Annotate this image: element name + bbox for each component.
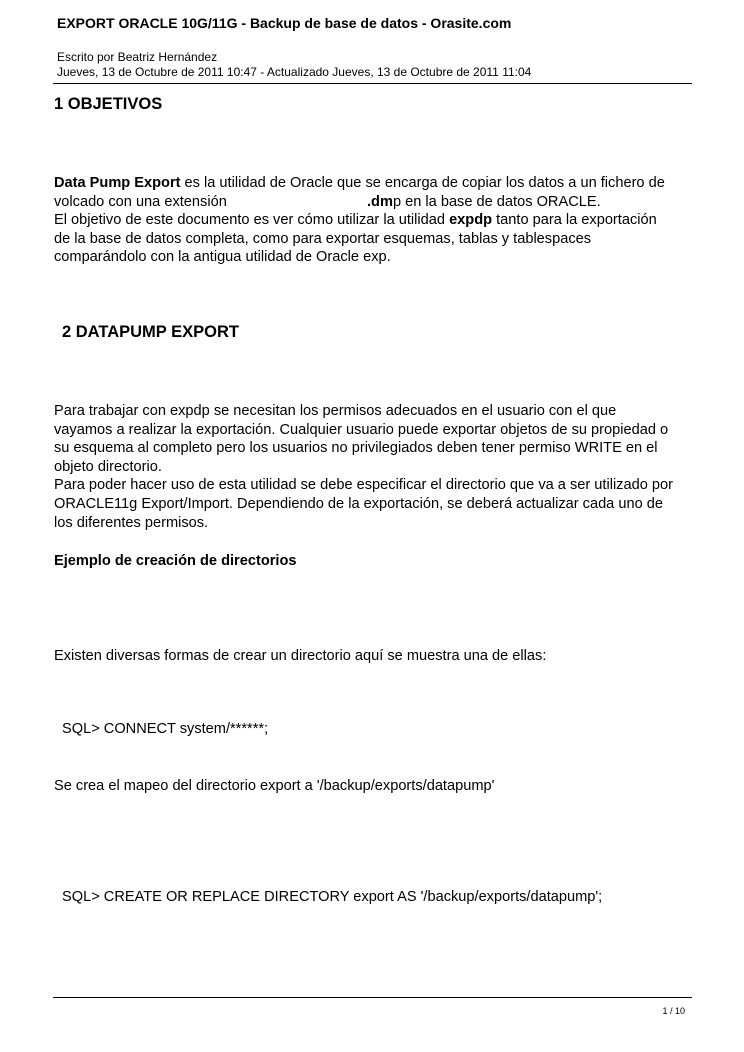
text-line (54, 174, 694, 193)
text-line: objeto directorio. (54, 458, 162, 475)
bold-term: .dm (367, 193, 393, 210)
permissions-paragraph (54, 402, 694, 532)
document-title: EXPORT ORACLE 10G/11G - Backup de base de datos - Orasite.com (57, 15, 512, 31)
text-span: p en la base de datos ORACLE. (392, 193, 601, 210)
text-span: tanto para la exportación (492, 212, 657, 229)
section-heading-datapump-export: 2 DATAPUMP EXPORT (62, 323, 239, 341)
text-line: Para trabajar con expdp se necesitan los permisos adecuados en el usuario con el que (54, 403, 617, 419)
bold-term: expdp (449, 212, 493, 229)
page-number: 1 / 10 (662, 1006, 685, 1016)
text-line: los diferentes permisos. (54, 514, 209, 531)
text-line: comparándolo con la antigua utilidad de Oracle exp. (54, 249, 391, 266)
date-line: Jueves, 13 de Octubre de 2011 10:47 - Actualizado Jueves, 13 de Octubre de 2011 11:04 (57, 65, 532, 79)
text-line: ORACLE11g Export/Import. Dependiendo de la exportación, se deberá actualizar cada uno de (54, 495, 663, 512)
mapping-text: Se crea el mapeo del directorio export a '/backup/exports/datapump' (54, 778, 495, 794)
code-create-directory: SQL> CREATE OR REPLACE DIRECTORY export AS '/backup/exports/datapump'; (62, 889, 603, 905)
intro-text: Existen diversas formas de crear un directorio aquí se muestra una de ellas: (54, 648, 547, 664)
text-span: es la utilidad de Oracle que se encarga de copiar los datos a un fichero de (180, 175, 665, 191)
text-span: El objetivo de este documento es ver cómo utilizar la utilidad (54, 212, 450, 229)
text-line: su esquema al completo pero los usuarios no privilegiados deben tener permiso WRITE en el (54, 440, 658, 457)
text-line (54, 193, 694, 212)
text-line: Para poder hacer uso de esta utilidad se debe especificar el directorio que va a ser utilizado por (54, 477, 673, 494)
footer-divider (53, 997, 692, 998)
example-subheading: Ejemplo de creación de directorios (54, 553, 297, 569)
objetivos-paragraph (54, 174, 694, 267)
text-line: de la base de datos completa, como para exportar esquemas, tablas y tablespaces (54, 230, 592, 247)
author-line: Escrito por Beatriz Hernández (57, 50, 218, 64)
text-line (54, 211, 694, 230)
extension-span (367, 193, 601, 212)
text-span: volcado con una extensión (54, 193, 227, 210)
section-heading-objetivos: 1 OBJETIVOS (54, 95, 163, 113)
code-connect: SQL> CONNECT system/******; (62, 721, 269, 737)
header-divider (53, 83, 692, 84)
text-line: vayamos a realizar la exportación. Cualquier usuario puede exportar objetos de su propiedad o (54, 421, 669, 438)
bold-term: Data Pump Export (54, 175, 181, 191)
